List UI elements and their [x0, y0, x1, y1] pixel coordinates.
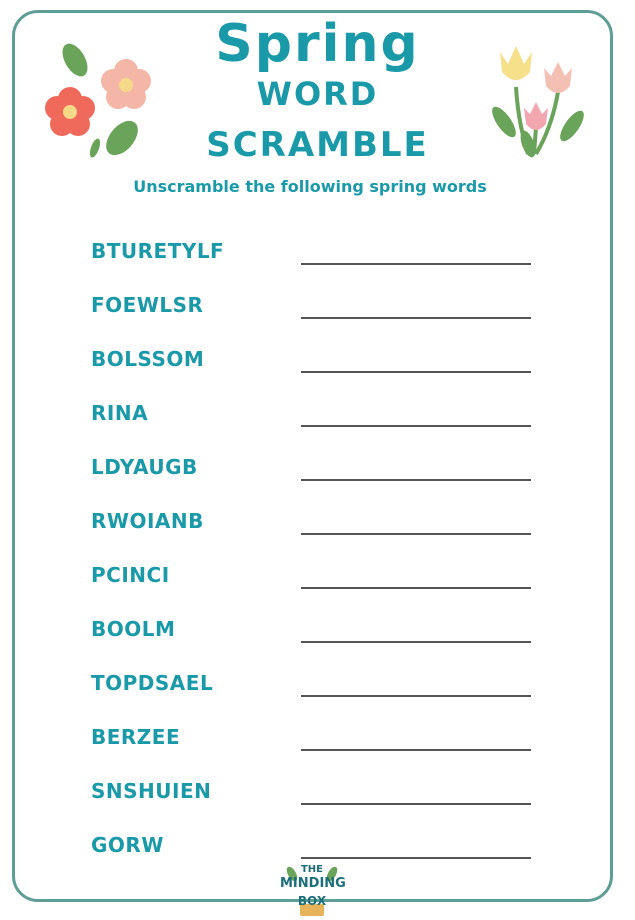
title-spring: Spring	[215, 14, 420, 74]
answer-line[interactable]	[301, 695, 531, 697]
answer-line[interactable]	[301, 803, 531, 805]
answer-line[interactable]	[301, 479, 531, 481]
scrambled-word: FOEWLSR	[91, 293, 204, 317]
logo-line-the: THE	[300, 864, 324, 875]
scrambled-word: BTURETYLF	[91, 239, 225, 263]
word-row	[0, 453, 635, 493]
word-row	[0, 507, 635, 547]
scrambled-word: BERZEE	[91, 725, 181, 749]
word-row	[0, 723, 635, 763]
answer-line[interactable]	[301, 587, 531, 589]
answer-line[interactable]	[301, 641, 531, 643]
logo-line-minding: MINDING	[280, 876, 346, 891]
answer-line[interactable]	[301, 857, 531, 859]
answer-line[interactable]	[301, 317, 531, 319]
scrambled-word: LDYAUGB	[91, 455, 198, 479]
logo-line-box: BOX	[297, 894, 327, 908]
answer-line[interactable]	[301, 263, 531, 265]
scrambled-word: BOOLM	[91, 617, 176, 641]
answer-line[interactable]	[301, 371, 531, 373]
answer-line[interactable]	[301, 533, 531, 535]
instructions: Unscramble the following spring words	[133, 177, 487, 196]
word-row	[0, 237, 635, 277]
answer-line[interactable]	[301, 749, 531, 751]
minding-box-logo	[280, 862, 344, 918]
scrambled-word: PCINCI	[91, 563, 170, 587]
word-row	[0, 669, 635, 709]
word-row	[0, 615, 635, 655]
scrambled-word: BOLSSOM	[91, 347, 205, 371]
title-scramble: SCRAMBLE	[206, 125, 429, 165]
word-row	[0, 777, 635, 817]
title-word: WORD	[256, 75, 379, 113]
scrambled-word: RINA	[91, 401, 149, 425]
word-row	[0, 291, 635, 331]
scrambled-word: SNSHUIEN	[91, 779, 212, 803]
scrambled-word: GORW	[91, 833, 164, 857]
answer-line[interactable]	[301, 425, 531, 427]
word-row	[0, 561, 635, 601]
word-row	[0, 345, 635, 385]
scrambled-word: TOPDSAEL	[91, 671, 214, 695]
word-row	[0, 399, 635, 439]
scrambled-word: RWOIANB	[91, 509, 204, 533]
